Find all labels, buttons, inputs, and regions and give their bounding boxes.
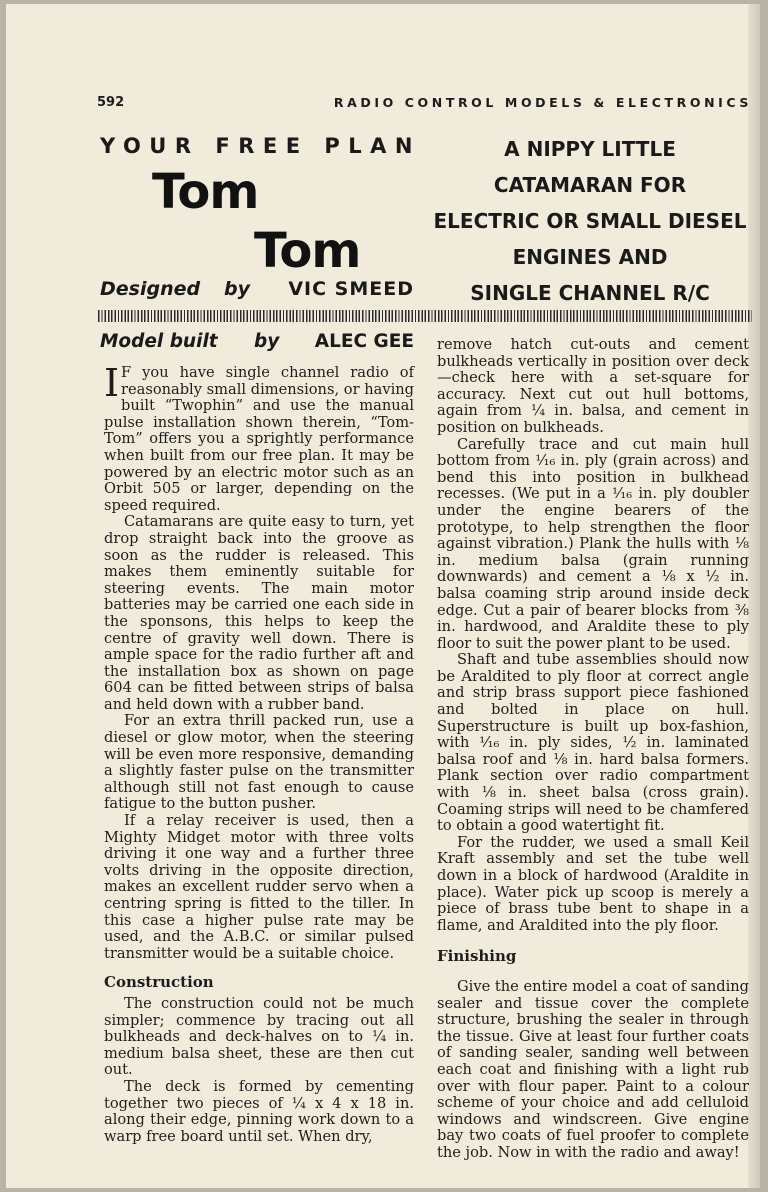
paragraph: For the rudder, we used a small Keil Kraft assembly and set the tube well down in a block of hardwood (Araldite in place). Water pick up scoop is merely a piece of brass tube bent to shape in a flame, and Araldited into the ply floor. — [437, 833, 749, 934]
paragraph: Catamarans are quite easy to turn, yet drop straight back into the groove as soon as the rudder is released. This makes them eminently suitable for steering events. The main motor batteries may be carried one each side in the sponsons, this helps to keep the centre of gravity well down. There is ample space for the radio further aft and the installation box as shown on page 604 can be fitted between strips of balsa and held down with a rubber band. — [104, 513, 414, 713]
drop-cap: I — [104, 361, 120, 405]
paragraph: Give the entire model a coat of sanding sealer and tissue cover the complete structure, brushing the sealer in through the tissue. Give at least four further coats of sanding sealer, sanding well between each coat and finishing with a light rub over with flour paper. Paint to a colour scheme of your choice and add celluloid windows and windscreen. Give engine bay two coats of fuel proofer to complete the job. Now in with the radio and away! — [437, 977, 749, 1161]
built-label: Model built — [100, 331, 218, 352]
subtitle-line: CATAMARAN FOR — [493, 173, 687, 197]
subtitle-line: ENGINES AND — [512, 245, 668, 269]
paragraph-text: F you have single channel radio of reasonably small dimensions, or having built “Twophin” and use the manual pulse installation shown therein, “Tom-Tom” offers you a sprightly performance when built from our free plan. It may be powered by an electric motor such as an Orbit 505 or larger, depending on the speed required. — [104, 364, 414, 514]
paragraph: The deck is formed by cementing together two pieces of ¼ x 4 x 18 in. along their edge, pinning work down to a warp free board until set. When dry, — [104, 1077, 414, 1145]
title-word-1: Tom — [152, 164, 259, 220]
builder-credit — [100, 331, 414, 357]
paragraph — [104, 361, 414, 514]
page-number: 592 — [97, 95, 125, 110]
built-by: by — [254, 331, 280, 352]
paragraph: The construction could not be much simpler; commence by tracing out all bulkheads and deck-halves on to ¼ in. medium balsa sheet, these are then cut out. — [104, 994, 414, 1079]
running-title: RADIO CONTROL MODELS & ELECTRONICS — [333, 95, 752, 110]
decorative-rule — [98, 310, 752, 322]
title-word-2: Tom — [254, 223, 361, 279]
builder-name: ALEC GEE — [314, 331, 414, 352]
subtitle-line: ELECTRIC OR SMALL DIESEL — [433, 209, 747, 233]
article-column-left — [104, 361, 414, 1145]
paragraph: If a relay receiver is used, then a Mighty Midget motor with three volts driving it one way and a further three volts driving in the opposite direction, makes an excellent rudder servo when a centring spring is fitted to the tiller. In this case a higher pulse rate may be used, and the A.B.C. or similar pulsed transmitter would be a suitable choice. — [104, 812, 414, 962]
subtitle-line: A NIPPY LITTLE — [504, 137, 676, 161]
page-header — [97, 95, 752, 115]
subtitle-line: SINGLE CHANNEL R/C — [470, 281, 710, 305]
designer-name: VIC SMEED — [288, 278, 414, 300]
paragraph: For an extra thrill packed run, use a diesel or glow motor, when the steering will be even more responsive, demanding a slightly faster pulse on the transmitter although still not fast enough to cause fatigue to the button pusher. — [104, 712, 414, 813]
kicker-title: YOUR FREE PLAN — [100, 134, 421, 158]
designed-by: by — [224, 278, 250, 300]
article-column-right — [437, 337, 749, 1162]
magazine-page — [6, 4, 760, 1188]
paragraph: remove hatch cut-outs and cement bulkheads vertically in position over deck—check here with a set-square for accuracy. Next cut out hull bottoms, again from ¼ in. balsa, and cement in position on bulkheads. — [437, 336, 749, 436]
section-heading-finishing: Finishing — [437, 947, 517, 966]
designer-credit — [100, 278, 414, 304]
paragraph: Shaft and tube assemblies should now be Araldited to ply floor at correct angle and strip brass support piece fashioned and bolted in place on hull. Superstructure is built up box-fashion, with ¹⁄₁₆ in. ply sides, ½ in. laminated balsa roof and ⅛ in. hard balsa formers. Plank section over radio compartment with ⅛ in. sheet balsa (cross grain). Coaming strips will need to be chamfered to obtain a good watertight fit. — [437, 651, 749, 835]
section-heading-construction: Construction — [104, 973, 214, 992]
paragraph: Carefully trace and cut main hull bottom from ¹⁄₁₆ in. ply (grain across) and bend this into position in bulkhead recesses. (We put in a ¹⁄₁₆ in. ply doubler under the engine bearers of the prototype, to help strengthen the floor against vibration.) Plank the hulls with ⅛ in. medium balsa (grain running downwards) and cement a ⅛ x ½ in. balsa coaming strip around inside deck edge. Cut a pair of bearer blocks from ⅜ in. hardwood, and Araldite these to ply floor to suit the power plant to be used. — [437, 435, 749, 652]
subtitle — [428, 131, 752, 311]
designed-label: Designed — [100, 278, 201, 300]
